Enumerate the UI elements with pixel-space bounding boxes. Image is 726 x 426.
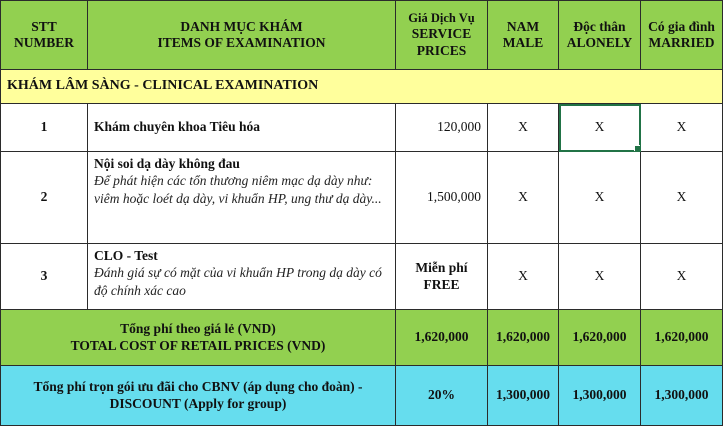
row-3-male[interactable]: X [488,244,559,310]
row-1-single-value: X [594,119,605,135]
total-married[interactable]: 1,620,000 [641,310,723,366]
row-3-price-en: FREE [423,276,460,292]
row-3-stt[interactable]: 3 [1,244,88,310]
row-1-name: Khám chuyên khoa Tiêu hóa [94,119,261,135]
row-1-stt[interactable]: 1 [1,104,88,152]
section-title[interactable]: KHÁM LÂM SÀNG - CLINICAL EXAMINATION [1,70,723,104]
header-single[interactable] [559,1,641,70]
header-price-en-1: SERVICE [411,26,472,42]
row-3-name: CLO - Test [94,248,158,263]
row-1-single[interactable] [559,104,641,152]
row-3-single[interactable]: X [559,244,641,310]
row-2-name: Nội soi dạ dày không đau [94,156,240,171]
row-3-price-vi: Miễn phí [415,260,468,276]
total-single[interactable]: 1,620,000 [559,310,641,366]
header-male[interactable] [488,1,559,70]
header-married-en: MARRIED [648,35,715,50]
row-3-married[interactable]: X [641,244,723,310]
discount-single[interactable]: 1,300,000 [559,366,641,426]
row-2-item[interactable] [88,152,396,244]
row-1-married[interactable]: X [641,104,723,152]
row-2-male[interactable]: X [488,152,559,244]
row-3-price[interactable] [396,244,488,310]
discount-male[interactable]: 1,300,000 [488,366,559,426]
header-single-en: ALONELY [566,35,633,50]
header-stt-vi: STT [31,18,57,34]
header-price[interactable] [396,1,488,70]
fill-handle[interactable] [634,145,641,152]
total-label-en: TOTAL COST OF RETAIL PRICES (VND) [70,337,326,353]
header-price-vi: Giá Dịch Vụ [408,11,475,26]
row-2-married[interactable]: X [641,152,723,244]
header-price-en-2: PRICES [416,42,467,58]
discount-label-en: DISCOUNT (Apply for group) [109,395,287,411]
total-label-vi: Tổng phí theo giá lẻ (VND) [120,321,276,337]
discount-married[interactable]: 1,300,000 [641,366,723,426]
row-1-item[interactable] [88,104,396,152]
discount-label-vi: Tổng phí trọn gói ưu đãi cho CBNV (áp dụng cho đoàn) - [33,379,363,395]
row-1-male[interactable]: X [488,104,559,152]
row-2-stt[interactable]: 2 [1,152,88,244]
total-label[interactable] [1,310,396,366]
discount-rate[interactable]: 20% [396,366,488,426]
header-items-vi: DANH MỤC KHÁM [180,18,303,34]
total-male[interactable]: 1,620,000 [488,310,559,366]
discount-label[interactable] [1,366,396,426]
header-married[interactable] [641,1,723,70]
header-male-en: MALE [502,35,544,50]
row-2-single[interactable]: X [559,152,641,244]
row-3-item[interactable] [88,244,396,310]
row-3-note: Đánh giá sự có mặt của vi khuẩn HP trong dạ dày có độ chính xác cao [94,265,382,299]
row-2-note: Để phát hiện các tổn thương niêm mạc dạ dày như: viêm hoặc loét dạ dày, vi khuẩn HP, ung thư dạ dày... [94,173,382,207]
row-2-price[interactable]: 1,500,000 [396,152,488,244]
header-stt-en: NUMBER [14,35,74,50]
header-married-vi: Có gia đình [648,18,715,34]
row-1-price[interactable]: 120,000 [396,104,488,152]
header-stt[interactable] [1,1,88,70]
header-single-vi: Độc thân [573,18,626,34]
header-male-vi: NAM [506,18,540,34]
header-items-en: ITEMS OF EXAMINATION [157,35,326,50]
header-items[interactable] [88,1,396,70]
total-price[interactable]: 1,620,000 [396,310,488,366]
